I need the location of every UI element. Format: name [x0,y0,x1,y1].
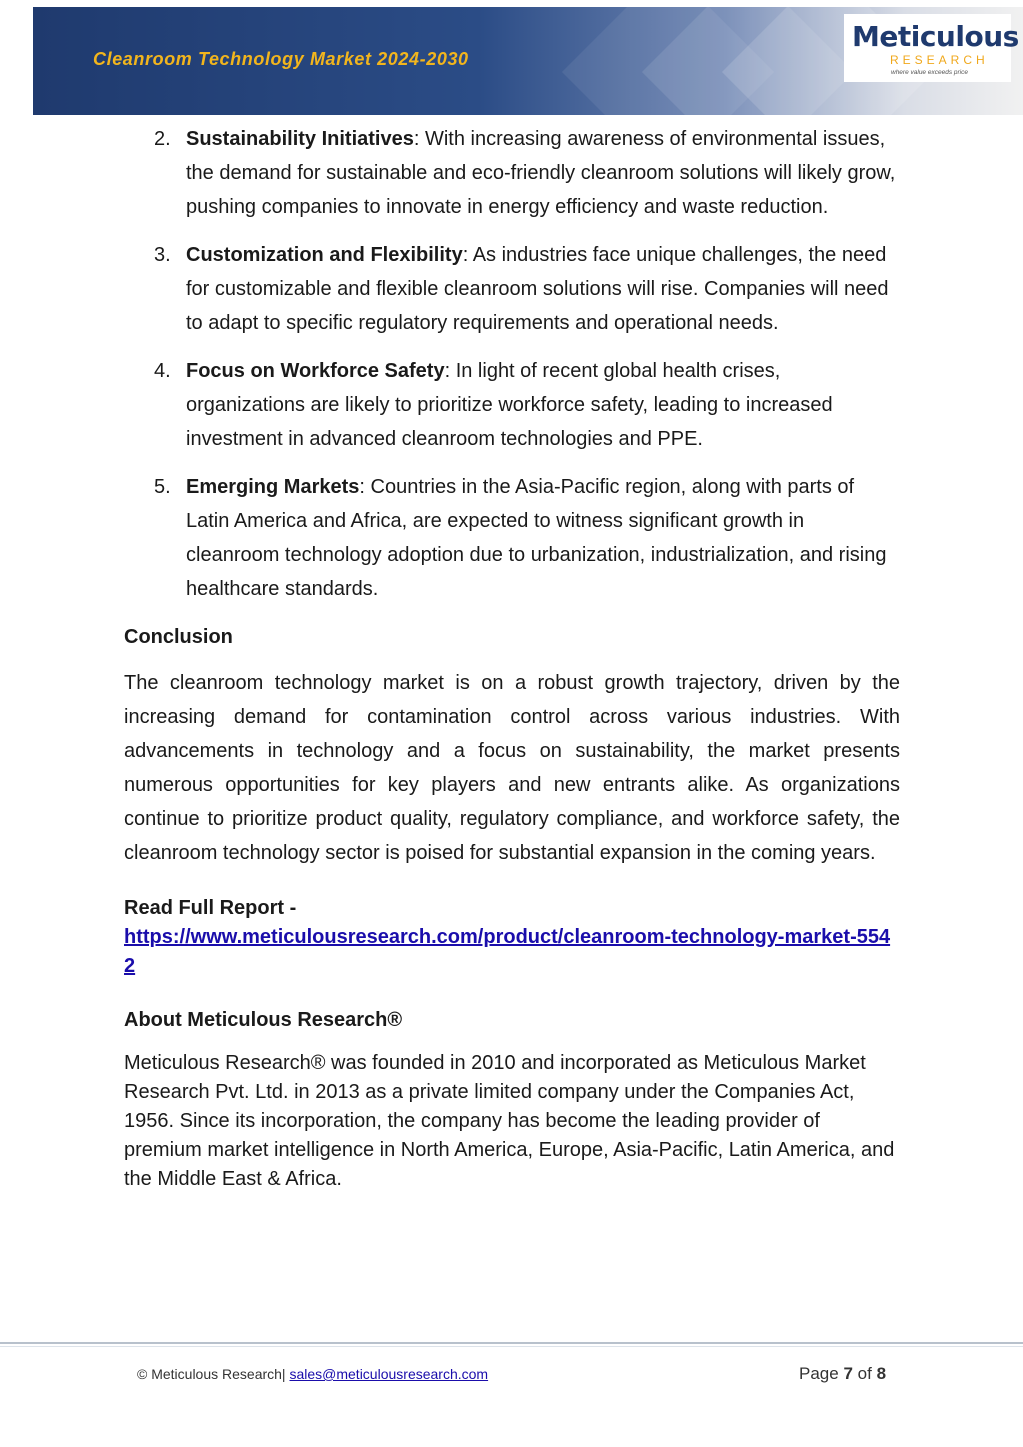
footer-divider [0,1346,1023,1347]
copyright-text: © Meticulous Research| [137,1366,286,1382]
list-item-text: : With increasing awareness of environmental issues, the demand for sustainable and eco-friendly cleanroom solutions will likely grow, pushing companies to innovate in energy efficiency and waste reduction. [186,128,896,218]
list-item-text: : As industries face unique challenges, the need for customizable and flexible cleanroom solutions will rise. Companies will need to adapt to specific regulatory requirements and operational needs. [186,244,889,334]
list-number: 3. [154,244,171,266]
footer-email-link[interactable]: sales@meticulousresearch.com [289,1366,489,1382]
list-item-title: Focus on Workforce Safety [186,360,445,382]
list-item [124,354,900,456]
document-body [124,122,900,1194]
page-label: Page [799,1364,839,1383]
list-item-title: Customization and Flexibility [186,244,463,266]
page-header-banner [33,7,1023,115]
page-of: of [857,1364,872,1383]
list-item [124,470,900,606]
about-heading: About Meticulous Research® [124,1009,403,1031]
footer-divider [0,1342,1023,1344]
footer-copyright [137,1366,488,1382]
trends-list [124,122,900,606]
list-item [124,238,900,340]
page-total: 8 [876,1364,887,1383]
list-item [124,122,900,224]
list-number: 4. [154,360,171,382]
logo-tagline: where value exceeds price [891,69,968,76]
conclusion-heading: Conclusion [124,626,233,648]
list-number: 5. [154,476,171,498]
logo-subtext: RESEARCH [890,53,989,67]
conclusion-paragraph: The cleanroom technology market is on a robust growth trajectory, driven by the increasing demand for contamination control across various industries. With advancements in technology and a focus on sustainability, the market presents numerous opportunities for key players and new entrants alike. As organizations continue to prioritize product quality, regulatory compliance, and workforce safety, the cleanroom technology sector is poised for substantial expansion in the coming years. [124,672,900,864]
logo-wordmark: Meticulous [852,20,1019,53]
list-item-text: : In light of recent global health crises, organizations are likely to prioritize workforce safety, leading to increased investment in advanced cleanroom technologies and PPE. [186,360,833,450]
page-current: 7 [843,1364,853,1383]
read-report-label: Read Full Report - [124,897,297,919]
list-number: 2. [154,128,171,150]
report-link[interactable]: https://www.meticulousresearch.com/product/cleanroom-technology-market-5542 [124,926,891,977]
about-paragraph: Meticulous Research® was founded in 2010 and incorporated as Meticulous Market Research Pvt. Ltd. in 2013 as a private limited company under the Companies Act, 1956. Since its incorporation, the company has become the leading provider of premium market intelligence in North America, Europe, Asia-Pacific, Latin America, and the Middle East & Africa. [124,1052,895,1190]
page-number [799,1364,886,1384]
list-item-text: : Countries in the Asia-Pacific region, along with parts of Latin America and Africa, are expected to witness significant growth in cleanroom technology adoption due to urbanization, industrialization, and rising healthcare standards. [186,476,887,600]
header-title: Cleanroom Technology Market 2024-2030 [93,49,469,69]
list-item-title: Sustainability Initiatives [186,128,414,150]
list-item-title: Emerging Markets [186,476,360,498]
company-logo [844,14,1019,82]
